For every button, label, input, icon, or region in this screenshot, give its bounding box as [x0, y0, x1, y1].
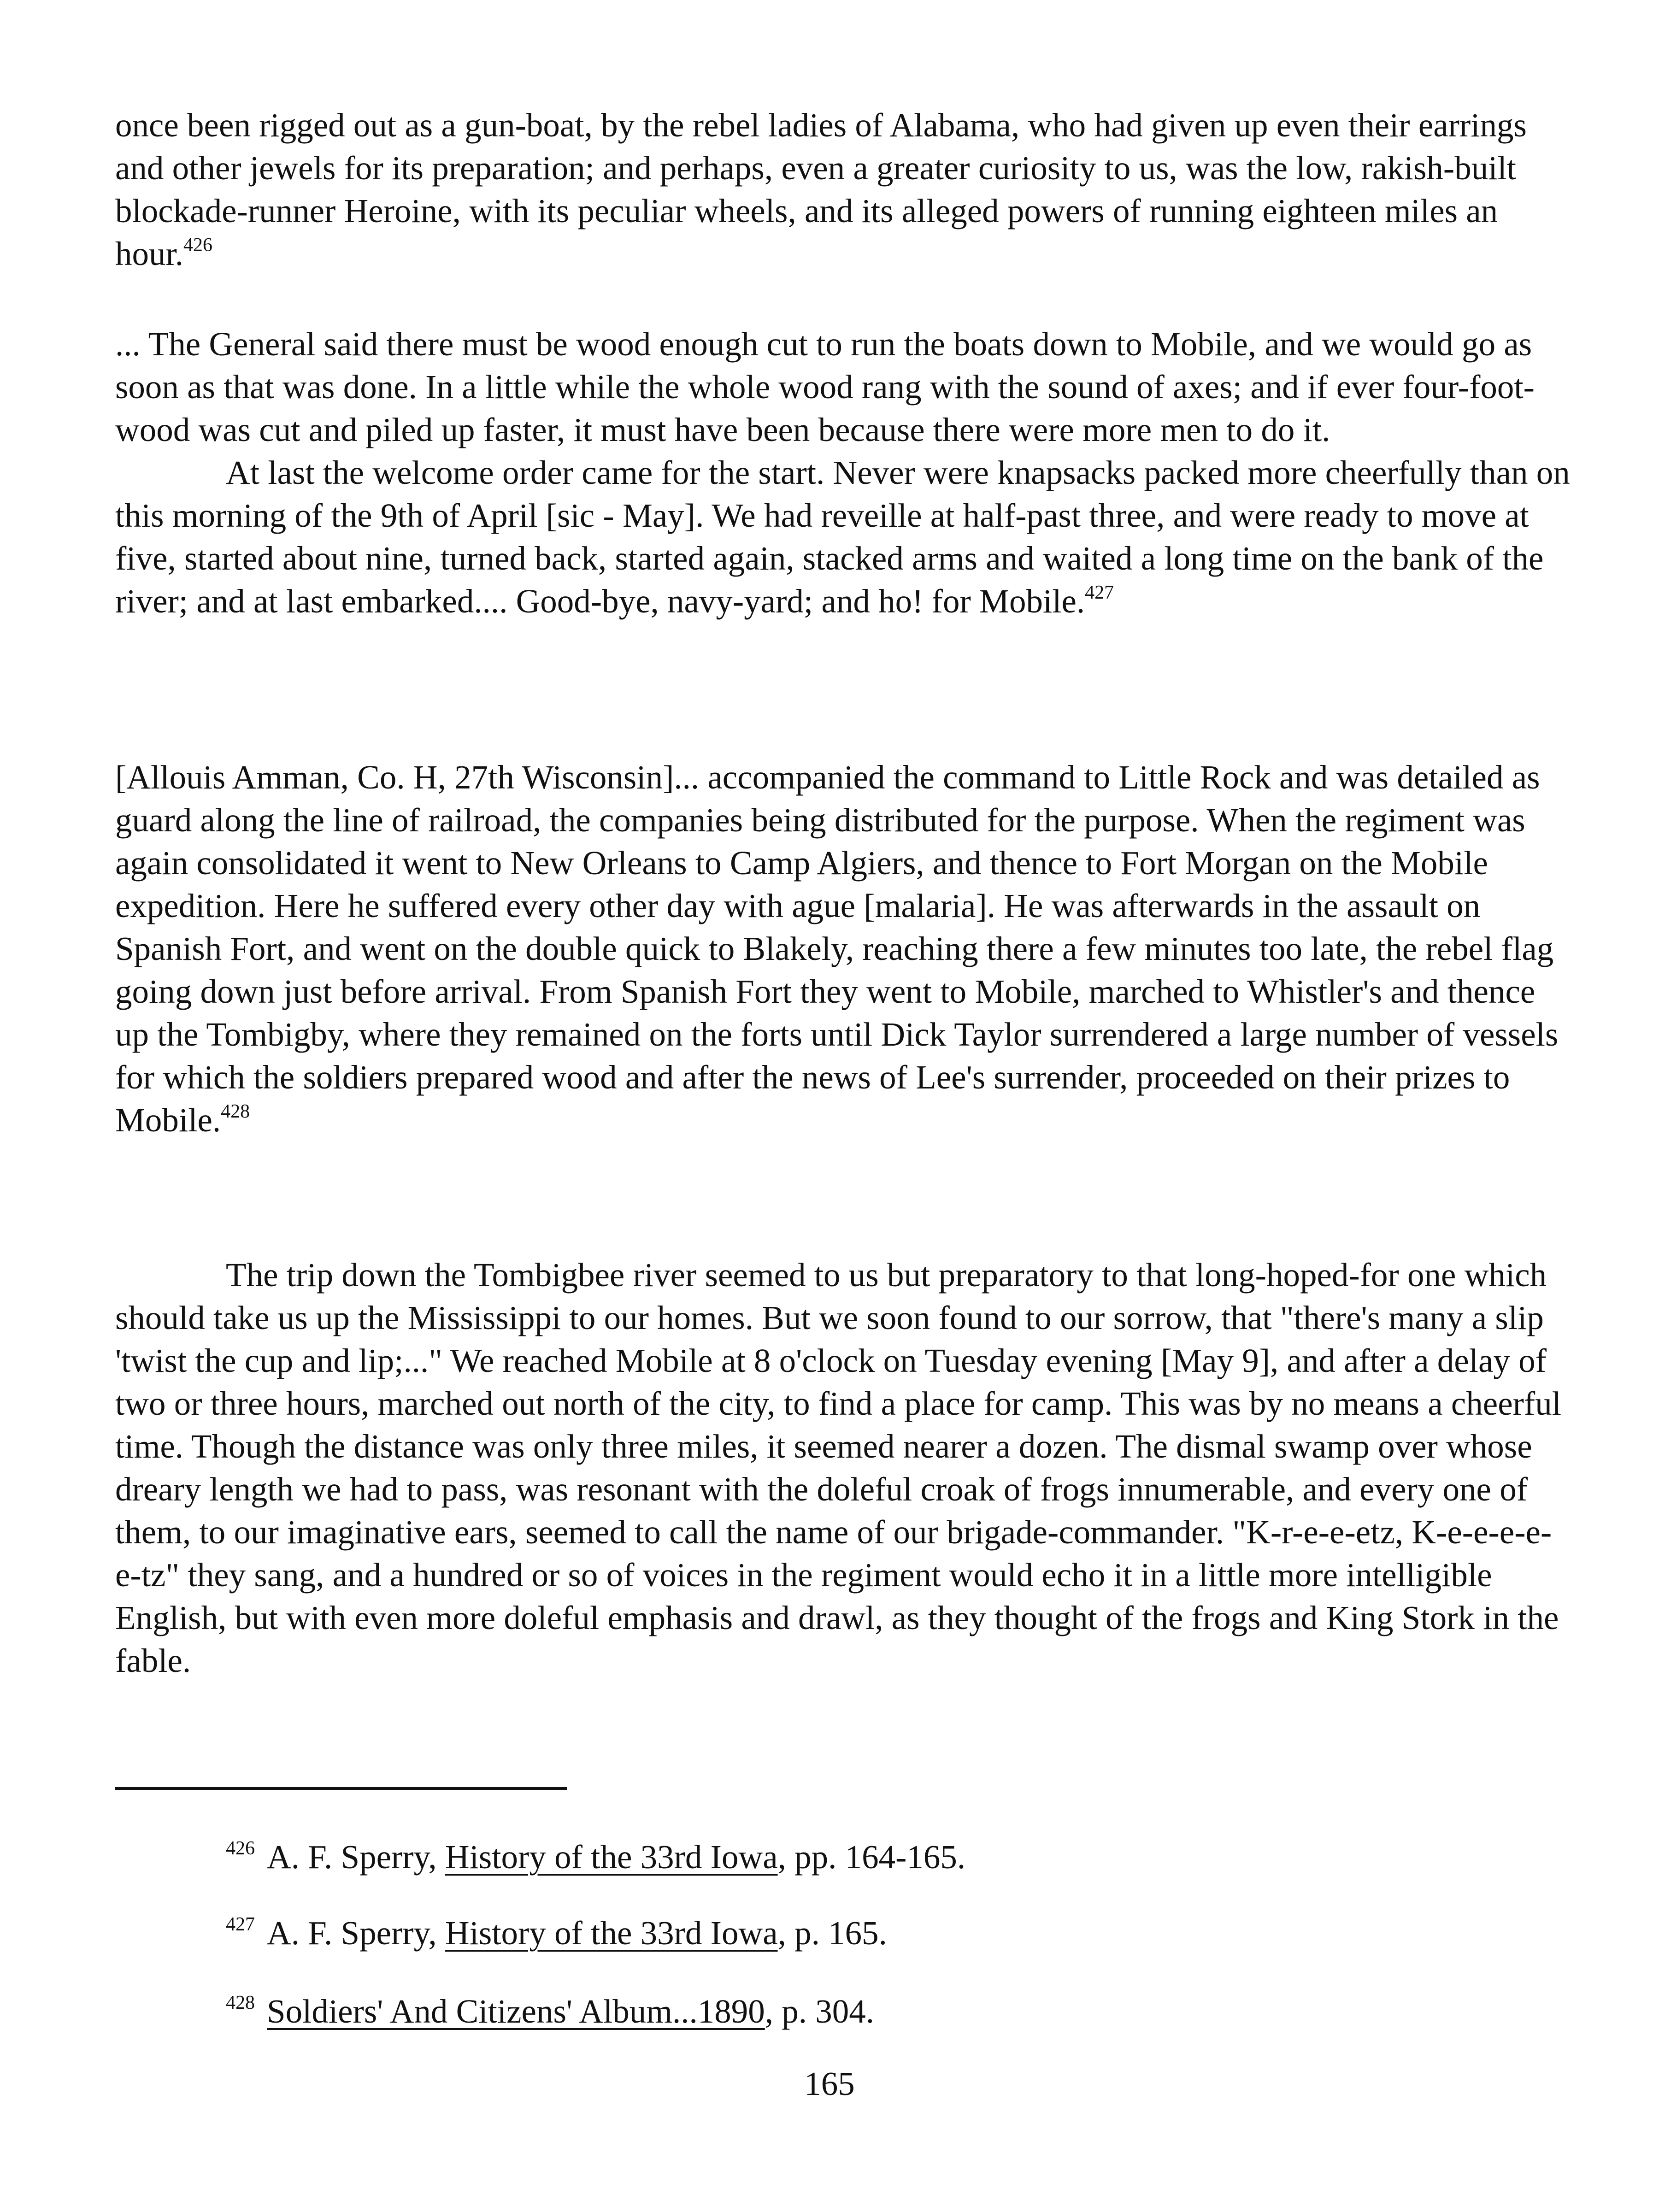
paragraph	[115, 756, 1576, 1141]
footnote-reference-426: 426	[183, 235, 213, 256]
footnote-author: A. F. Sperry,	[267, 1838, 437, 1876]
quote-block-sperry-departure	[115, 323, 1576, 623]
paragraph-text: At last the welcome order came for the start. Never were knapsacks packed more cheerfully than on this morning of the 9th of April [sic - May]. We had reveille at half-past three, and were ready to move at five, started about nine, turned back, started again, stacked arms and waited a long time on the bank of the river; and at last embarked.... Good-bye, navy-yard; and ho! for Mobile.	[115, 454, 1570, 620]
footnote-number: 426	[226, 1838, 255, 1859]
footnote-title: Soldiers' And Citizens' Album...1890	[267, 1993, 765, 2030]
footnote-reference-428: 428	[221, 1101, 250, 1122]
footnote-author: A. F. Sperry,	[267, 1914, 437, 1952]
footnote-pages: , p. 304.	[765, 1993, 875, 2030]
footnote-number: 427	[226, 1914, 255, 1935]
page-number: 165	[804, 2065, 855, 2102]
footnote-title: History of the 33rd Iowa	[445, 1838, 778, 1876]
quote-block-amman-biography	[115, 756, 1576, 1141]
narrative-block-tombigbee	[115, 1253, 1576, 1682]
footnote-pages: , p. 165.	[777, 1914, 887, 1952]
paragraph	[115, 104, 1576, 275]
footnote-427	[226, 1903, 887, 1954]
paragraph	[115, 451, 1576, 623]
paragraph: The trip down the Tombigbee river seemed to us but preparatory to that long-hoped-for one which should take us up the Mississippi to our homes. But we soon found to our sorrow, that "there's many a slip 'twist the cup and lip;..." We reached Mobile at 8 o'clock on Tuesday evening [May 9], and after a delay of two or three hours, marched out north of the city, to find a place for camp. This was by no means a cheerful time. Though the distance was only three miles, it seemed nearer a dozen. The dismal swamp over whose dreary length we had to pass, was resonant with the doleful croak of frogs innumerable, and every one of them, to our imaginative ears, seemed to call the name of our brigade-commander. "K-r-e-e-etz, K-e-e-e-e-e-tz" they sang, and a hundred or so of voices in the regiment would echo it in a little more intelligible English, but with even more doleful emphasis and drawl, as they thought of the frogs and King Stork in the fable.	[115, 1256, 1562, 1679]
footnote-number: 428	[226, 1992, 255, 2013]
paragraph: ... The General said there must be wood enough cut to run the boats down to Mobile, and we would go as soon as that was done. In a little while the whole wood rang with the sound of axes; and if ever four-foot-wood was cut and piled up faster, it must have been because there were more men to do it.	[115, 325, 1535, 448]
footnote-pages: , pp. 164-165.	[777, 1838, 966, 1876]
footnote-title: History of the 33rd Iowa	[445, 1914, 778, 1952]
footnote-reference-427: 427	[1085, 582, 1114, 603]
paragraph-text: once been rigged out as a gun-boat, by the rebel ladies of Alabama, who had given up even their earrings and other jewels for its preparation; and perhaps, even a greater curiosity to us, was the low, rakish-built blockade-runner Heroine, with its peculiar wheels, and its alleged powers of running eighteen miles an hour.	[115, 106, 1527, 272]
paragraph-text: [Allouis Amman, Co. H, 27th Wisconsin]... accompanied the command to Little Rock and was detailed as guard along the line of railroad, the companies being distributed for the purpose. When the regiment was again consolidated it went to New Orleans to Camp Algiers, and thence to Fort Morgan on the Mobile expedition. Here he suffered every other day with ague [malaria]. He was afterwards in the assault on Spanish Fort, and went on the double quick to Blakely, reaching there a few minutes too late, the rebel flag going down just before arrival. From Spanish Fort they went to Mobile, marched to Whistler's and thence up the Tombigby, where they remained on the forts until Dick Taylor surrendered a large number of vessels for which the soldiers prepared wood and after the news of Lee's surrender, proceeded on their prizes to Mobile.	[115, 759, 1559, 1139]
footnote-428	[226, 1982, 874, 2033]
footnote-426	[226, 1827, 965, 1878]
footnote-divider	[115, 1787, 567, 1790]
quote-block-sperry-gunboat	[115, 104, 1576, 275]
